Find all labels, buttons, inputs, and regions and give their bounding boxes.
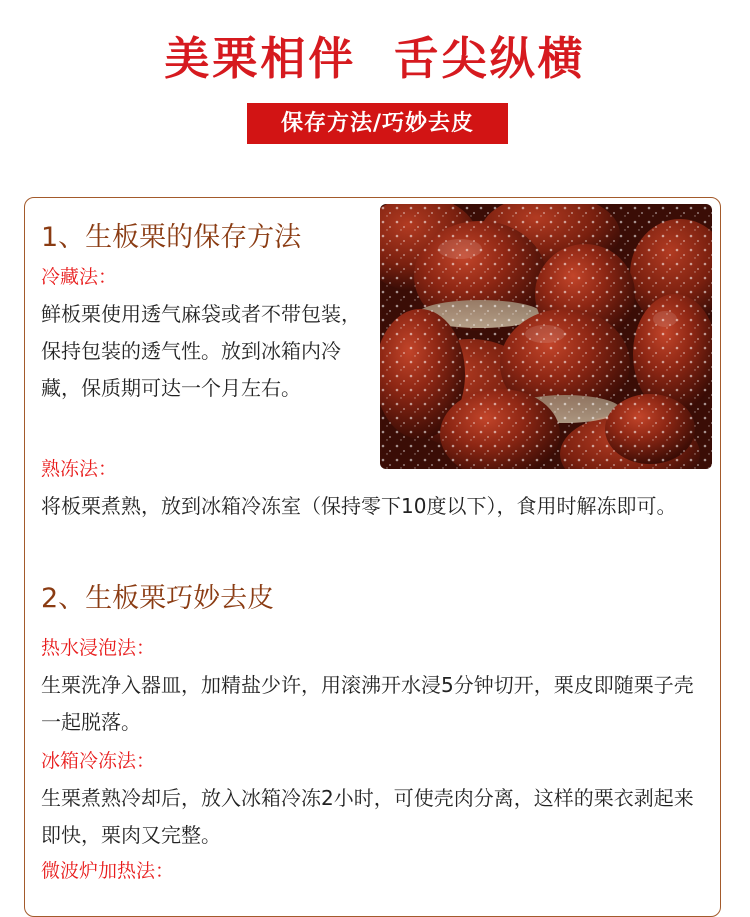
- method-text-refrigerate: 鲜板栗使用透气麻袋或者不带包装，保持包装的透气性。放到冰箱内冷藏，保质期可达一个月左右。: [41, 302, 361, 400]
- method-label-microwave: 微波炉加热法：: [41, 860, 175, 882]
- method-label-freezer: 冰箱冷冻法：: [41, 750, 156, 772]
- section-title-peeling: 2、生板栗巧妙去皮: [41, 583, 275, 614]
- section-title-storage: 1、生板栗的保存方法: [41, 222, 302, 253]
- subtitle-banner: 保存方法/巧妙去皮: [247, 103, 508, 144]
- method-label-refrigerate: 冷藏法：: [41, 266, 118, 288]
- method-text-hot-water: 生栗洗净入器皿，加精盐少许，用滚沸开水浸5分钟切开，栗皮即随栗子壳一起脱落。: [41, 673, 694, 734]
- method-label-cook-freeze: 熟冻法：: [41, 458, 118, 480]
- page-title: 美栗相伴 舌尖纵横: [164, 32, 586, 85]
- method-label-hot-water: 热水浸泡法：: [41, 637, 156, 659]
- method-text-freezer: 生栗煮熟冷却后，放入冰箱冷冻2小时，可使壳肉分离，这样的栗衣剥起来即快，栗肉又完整。: [41, 786, 694, 847]
- chestnuts-photo: [380, 204, 712, 469]
- method-text-cook-freeze: 将板栗煮熟，放到冰箱冷冻室（保持零下10度以下），食用时解冻即可。: [41, 494, 677, 518]
